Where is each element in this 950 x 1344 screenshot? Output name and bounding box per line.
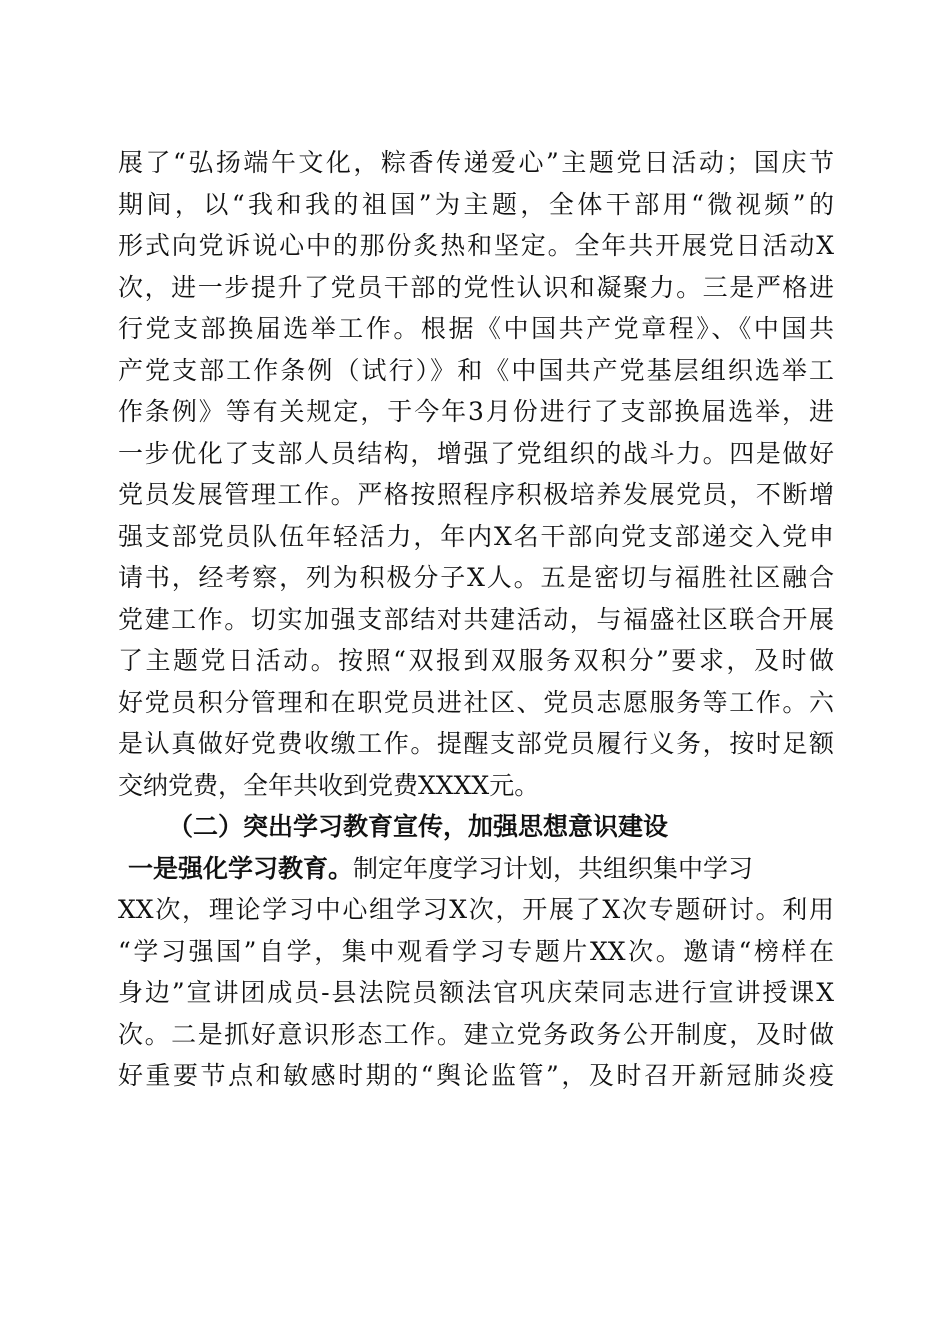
body-line: 交纳党费，全年共收到党费XXXX元。 (118, 770, 540, 800)
paragraph-first-line (118, 848, 834, 890)
body-line: 请书，经考察，列为积极分子X人。五是密切与福胜社区融合 (118, 563, 834, 592)
body-line: 党员发展管理工作。严格按照程序积极培养发展党员，不断增 (118, 480, 834, 509)
document-body (118, 142, 834, 1097)
body-line: 次，进一步提升了党员干部的党性认识和凝聚力。三是严格进 (118, 272, 834, 302)
body-line: 了主题党日活动。按照“双报到双服务双积分”要求，及时做 (118, 646, 834, 675)
body-line: 一步优化了支部人员结构，增强了党组织的战斗力。四是做好 (118, 438, 834, 468)
paragraph-lead: 一是强化学习教育。 (128, 853, 354, 883)
body-line: 好党员积分管理和在职党员进社区、党员志愿服务等工作。六 (118, 687, 834, 717)
body-line: 形式向党诉说心中的那份炙热和坚定。全年共开展党日活动X (118, 231, 834, 260)
body-line: 党建工作。切实加强支部结对共建活动，与福盛社区联合开展 (118, 604, 834, 634)
body-line: 次。二是抓好意识形态工作。建立党务政务公开制度，及时做 (118, 1019, 834, 1049)
body-line: 产党支部工作条例（试行）》和《中国共产党基层组织选举工 (118, 355, 834, 385)
body-line: 期间，以“我和我的祖国”为主题，全体干部用“微视频”的 (118, 189, 834, 219)
body-line: 强支部党员队伍年轻活力，年内X名干部向党支部递交入党申 (118, 521, 834, 551)
body-line: XX次，理论学习中心组学习X次，开展了X次专题研讨。利用 (118, 895, 834, 924)
body-line: 展了“弘扬端午文化，粽香传递爱心”主题党日活动；国庆节 (118, 148, 834, 177)
body-line: “学习强国”自学，集中观看学习专题片XX次。邀请“榜样在 (118, 936, 834, 966)
body-line: 是认真做好党费收缴工作。提醒支部党员履行义务，按时足额 (118, 729, 834, 758)
paragraph-first-rest: 制定年度学习计划，共组织集中学习 (353, 853, 754, 883)
body-line: 身边”宣讲团成员-县法院员额法官巩庆荣同志进行宣讲授课X (118, 978, 834, 1007)
body-line: 作条例》等有关规定，于今年3月份进行了支部换届选举，进 (118, 397, 834, 426)
body-line: 好重要节点和敏感时期的“舆论监管”，及时召开新冠肺炎疫 (118, 1061, 834, 1090)
body-line: 行党支部换届选举工作。根据《中国共产党章程》、《中国共 (118, 314, 834, 343)
section-heading: （二）突出学习教育宣传，加强思想意识建设 (168, 812, 669, 841)
